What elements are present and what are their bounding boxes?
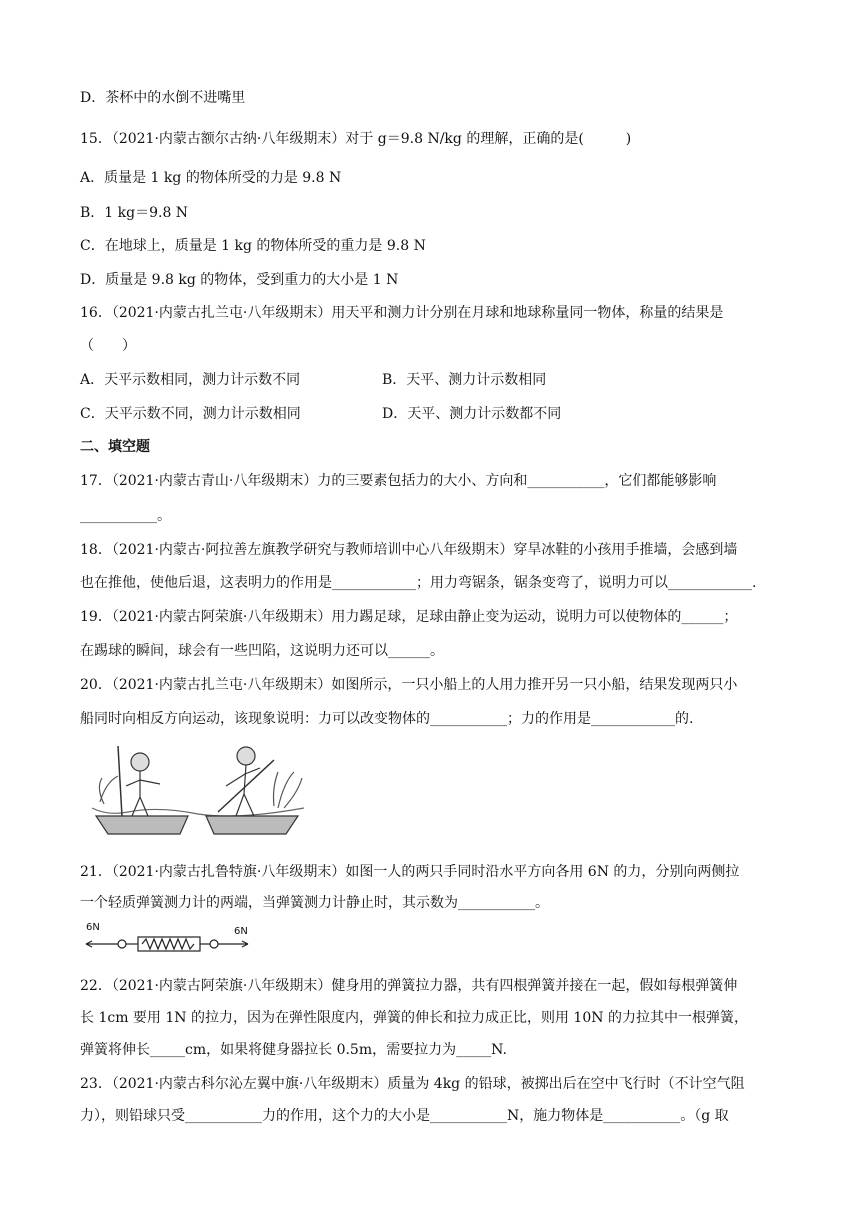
q17-line1: 17．（2021·内蒙古青山·八年级期末）力的三要素包括力的大小、方向和___________，它们都能够影响: [80, 473, 717, 489]
q19-line1: 19．（2021·内蒙古阿荣旗·八年级期末）用力踢足球，足球由静止变为运动，说明力可以使物体的______；: [80, 609, 738, 625]
q17-line2: ___________。: [80, 508, 171, 524]
spring-scale-icon: [84, 930, 254, 958]
q16-option-d: D．天平、测力计示数都不同: [382, 406, 562, 422]
spring-scale-figure: [84, 922, 254, 958]
q15-option-a: A．质量是 1 kg 的物体所受的力是 9.8 N: [80, 170, 342, 186]
q21-line2: 一个轻质弹簧测力计的两端，当弹簧测力计静止时，其示数为___________。: [80, 895, 549, 911]
q16-stem-line2: （ ）: [80, 338, 136, 354]
q16-option-b: B．天平、测力计示数相同: [382, 372, 547, 388]
left-force-label: 6N: [86, 922, 100, 933]
q23-line1: 23．（2021·内蒙古科尔沁左翼中旗·八年级期末）质量为 4kg 的铅球，被掷出后在空中飞行时（不计空气阻: [80, 1076, 745, 1092]
q20-line1: 20．（2021·内蒙古扎兰屯·八年级期末）如图所示，一只小船上的人用力推开另一只小船，结果发现两只小: [80, 677, 738, 693]
q18-line2: 也在推他，使他后退，这表明力的作用是____________；用力弯锯条，锯条变弯了，说明力可以____________.: [80, 575, 757, 591]
right-force-label: 6N: [234, 926, 248, 937]
q18-line1: 18．（2021·内蒙古·阿拉善左旗教学研究与教师培训中心八年级期末）穿旱冰鞋的小孩用手推墙，会感到墙: [80, 542, 738, 558]
section-heading-fill-blank: 二、填空题: [80, 439, 150, 455]
q15-option-c: C．在地球上，质量是 1 kg 的物体所受的重力是 9.8 N: [80, 238, 426, 254]
q22-line2: 长 1cm 要用 1N 的拉力，因为在弹性限度内，弹簧的伸长和拉力成正比，则用 10N 的力拉其中一根弹簧，: [80, 1010, 748, 1026]
q15-option-d: D．质量是 9.8 kg 的物体，受到重力的大小是 1 N: [80, 272, 399, 288]
q14-option-d: D．茶杯中的水倒不进嘴里: [80, 90, 246, 106]
q21-line1: 21．（2021·内蒙古扎鲁特旗·八年级期末）如图一人的两只手同时沿水平方向各用 6N 的力，分别向两侧拉: [80, 864, 740, 880]
q23-line2: 力），则铅球只受___________力的作用，这个力的大小是___________N，施力物体是___________。（g 取: [80, 1108, 729, 1124]
q16-option-c: C．天平示数不同，测力计示数相同: [80, 406, 301, 422]
q22-line3: 弹簧将伸长_____cm，如果将健身器拉长 0.5m，需要拉力为_____N.: [80, 1042, 507, 1058]
q16-option-a: A．天平示数相同，测力计示数不同: [80, 372, 301, 388]
q19-line2: 在踢球的瞬间，球会有一些凹陷，这说明力还可以______。: [80, 643, 444, 659]
q15-option-b: B．1 kg＝9.8 N: [80, 205, 189, 221]
boats-figure: [88, 742, 308, 842]
q22-line1: 22．（2021·内蒙古阿荣旗·八年级期末）健身用的弹簧拉力器，共有四根弹簧并接在一起，假如每根弹簧伸: [80, 978, 738, 994]
q15-stem: 15．（2021·内蒙古额尔古纳·八年级期末）对于 g＝9.8 N/kg 的理解，正确的是( ): [80, 131, 632, 147]
q20-line2: 船同时向相反方向运动，该现象说明：力可以改变物体的___________；力的作用是____________的.: [80, 711, 694, 727]
q16-stem-line1: 16．（2021·内蒙古扎兰屯·八年级期末）用天平和测力计分别在月球和地球称量同一物体，称量的结果是: [80, 305, 724, 321]
